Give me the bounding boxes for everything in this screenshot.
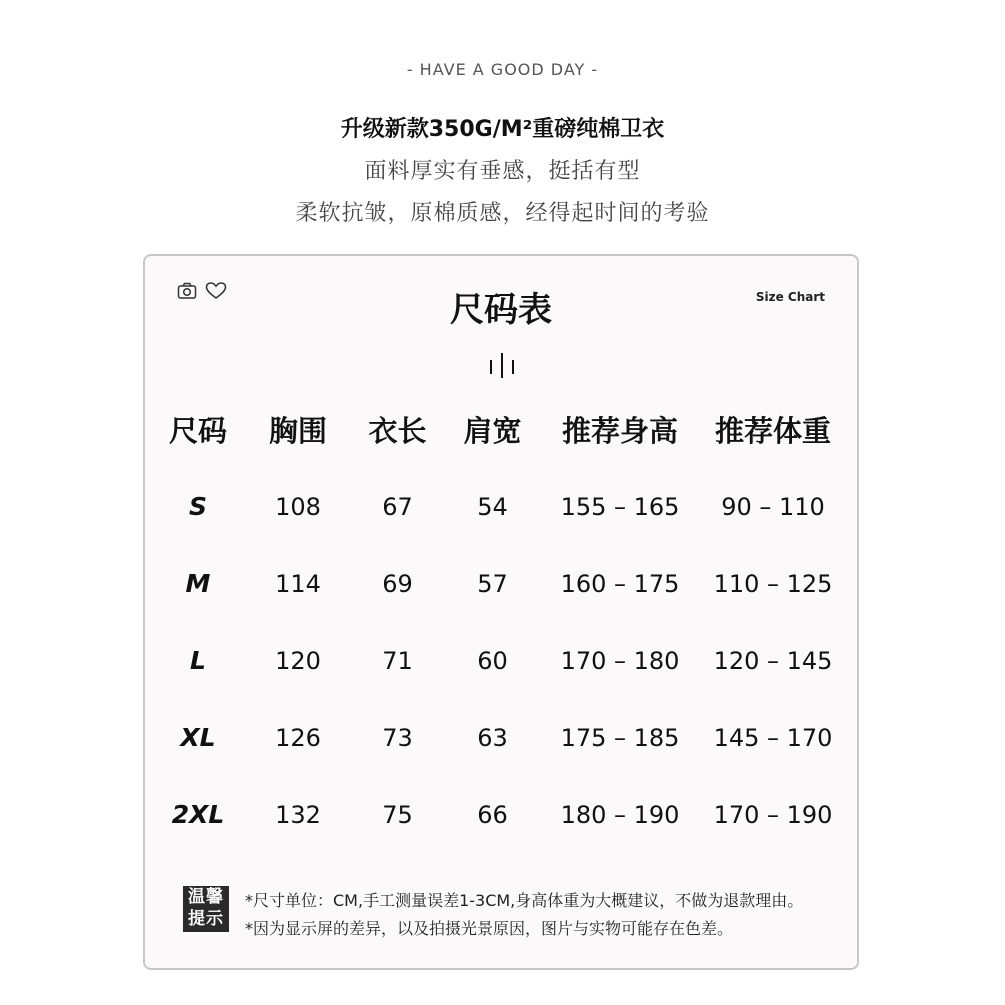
chest-cell: 114 [275, 570, 321, 598]
weight-cell: 145 – 170 [713, 724, 833, 752]
height-cell: 155 – 165 [560, 493, 680, 521]
height-cell: 180 – 190 [560, 801, 680, 829]
size-cell: L [190, 646, 206, 675]
table-row [145, 482, 857, 532]
table-header-row [145, 406, 857, 456]
shoulder-cell: 54 [477, 493, 508, 521]
length-cell: 71 [382, 647, 413, 675]
weight-cell: 170 – 190 [713, 801, 833, 829]
weight-cell: 120 – 145 [713, 647, 833, 675]
column-header: 胸围 [268, 414, 327, 448]
size-chart-title: 尺码表 [450, 290, 552, 330]
chest-cell: 108 [275, 493, 321, 521]
column-header: 尺码 [168, 414, 227, 448]
column-header: 衣长 [368, 414, 427, 448]
size-chart-label: Size Chart [755, 290, 825, 304]
tagline: - HAVE A GOOD DAY - [406, 60, 599, 79]
size-cell: XL [180, 723, 216, 752]
shoulder-cell: 66 [477, 801, 508, 829]
divider-mark-icon [487, 350, 517, 380]
size-cell: 2XL [171, 800, 225, 829]
table-row [145, 790, 857, 840]
length-cell: 69 [382, 570, 413, 598]
table-row [145, 636, 857, 686]
tip-badge-line1: 温馨 [188, 887, 224, 907]
length-cell: 73 [382, 724, 413, 752]
subtitle-feel: 柔软抗皱，原棉质感，经得起时间的考验 [295, 201, 710, 226]
weight-cell: 110 – 125 [713, 570, 833, 598]
product-headline: 升级新款350G/M²重磅纯棉卫衣 [340, 117, 665, 142]
table-row [145, 559, 857, 609]
height-cell: 160 – 175 [560, 570, 680, 598]
length-cell: 75 [382, 801, 413, 829]
length-cell: 67 [382, 493, 413, 521]
weight-cell: 90 – 110 [721, 493, 825, 521]
table-row [145, 713, 857, 763]
tip-badge [183, 886, 229, 932]
height-cell: 175 – 185 [560, 724, 680, 752]
note-measurement: *尺寸单位：CM,手工测量误差1-3CM,身高体重为大概建议，不做为退款理由。 [245, 891, 804, 910]
subtitle-fabric: 面料厚实有垂感，挺括有型 [364, 159, 641, 184]
column-header: 推荐身高 [561, 414, 678, 448]
shoulder-cell: 57 [477, 570, 508, 598]
size-cell: S [188, 492, 207, 521]
chest-cell: 120 [275, 647, 321, 675]
height-cell: 170 – 180 [560, 647, 680, 675]
chest-cell: 132 [275, 801, 321, 829]
size-chart-card [143, 254, 859, 970]
size-cell: M [185, 569, 211, 598]
column-header: 肩宽 [463, 414, 522, 448]
tip-badge-line2: 提示 [188, 909, 224, 929]
column-header: 推荐体重 [714, 414, 831, 448]
note-color-difference: *因为显示屏的差异，以及拍摄光景原因，图片与实物可能存在色差。 [245, 919, 734, 938]
shoulder-cell: 60 [477, 647, 508, 675]
shoulder-cell: 63 [477, 724, 508, 752]
chest-cell: 126 [275, 724, 321, 752]
